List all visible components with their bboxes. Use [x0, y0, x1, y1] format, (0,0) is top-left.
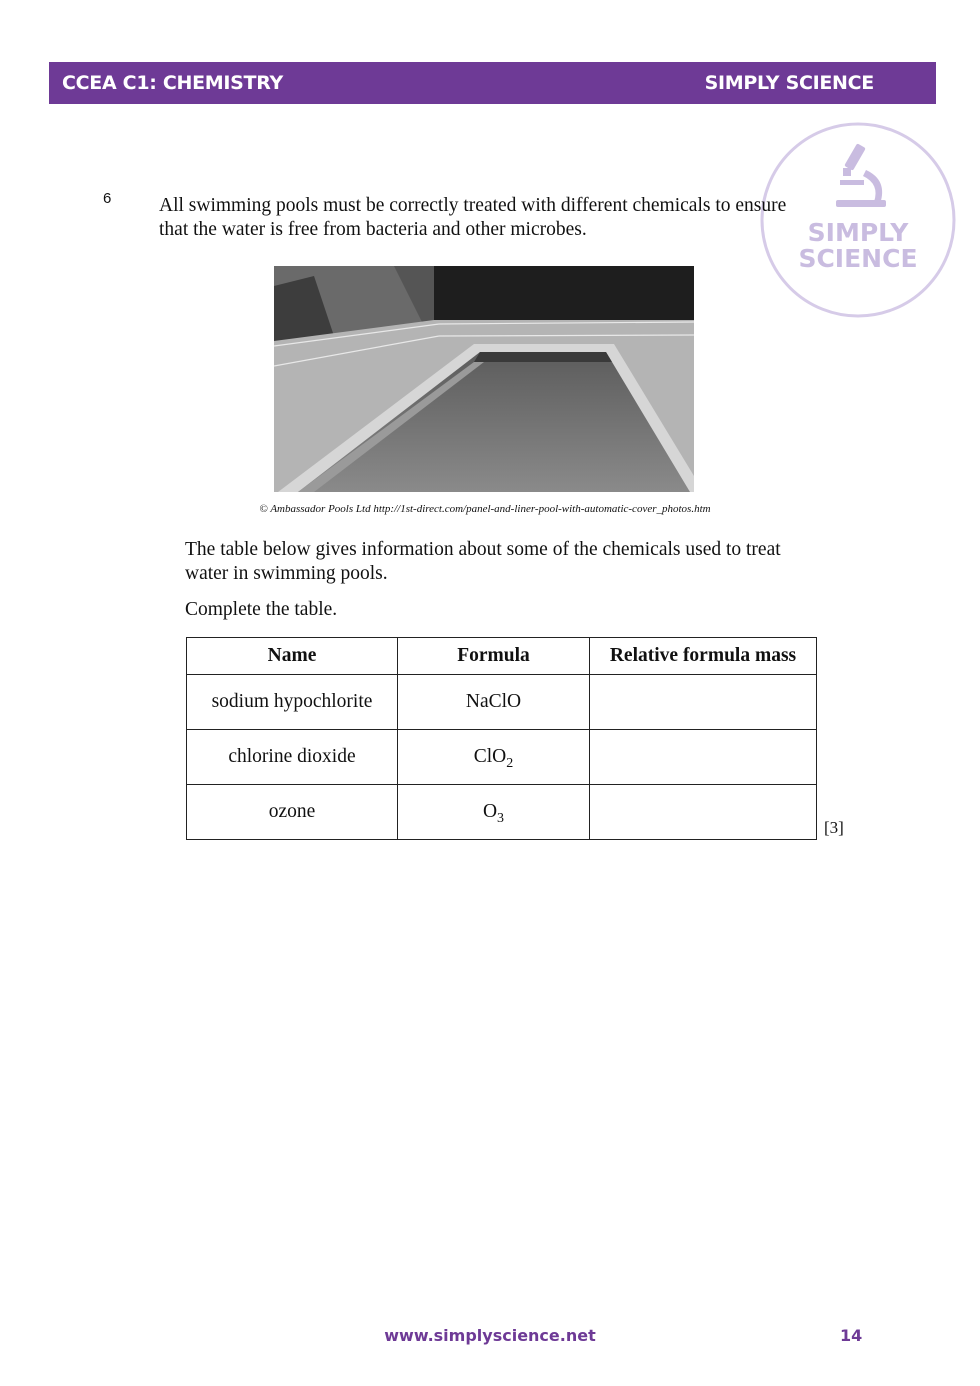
cell-formula: [398, 730, 590, 785]
microscope-icon: [836, 143, 886, 207]
header-bar: [49, 62, 936, 104]
cell-mass-answer[interactable]: [590, 730, 817, 785]
page-number: 14: [840, 1326, 863, 1345]
header-course-title: CCEA C1: CHEMISTRY: [62, 72, 283, 94]
table-intro-text: The table below gives information about some of the chemicals used to treat water in swimming pools.: [185, 539, 781, 584]
cell-name: chlorine dioxide: [187, 730, 398, 785]
cell-formula: [398, 675, 590, 730]
chemicals-table: [186, 637, 817, 840]
cell-formula: [398, 785, 590, 840]
instruction-text: Complete the table.: [185, 599, 338, 620]
formula-subscript: 3: [497, 811, 505, 826]
watermark-line2: SCIENCE: [798, 244, 918, 273]
image-credit: © Ambassador Pools Ltd http://1st-direct.com/panel-and-liner-pool-with-automatic-cover_photos.htm: [259, 503, 711, 515]
formula-text: NaClO: [465, 691, 522, 712]
table-row: [187, 675, 817, 730]
formula-subscript: 2: [506, 756, 514, 771]
header-name: Name: [187, 638, 398, 675]
table-row: [187, 785, 817, 840]
watermark-line1: SIMPLY: [807, 218, 909, 247]
table-row: [187, 730, 817, 785]
cell-name: ozone: [187, 785, 398, 840]
formula-text: O: [482, 801, 498, 822]
cell-mass-answer[interactable]: [590, 785, 817, 840]
formula-text: ClO: [473, 746, 507, 767]
marks-available: [3]: [824, 818, 844, 837]
header-relative-formula-mass: Relative formula mass: [590, 638, 817, 675]
header-brand: SIMPLY SCIENCE: [704, 72, 874, 94]
cell-name: sodium hypochlorite: [187, 675, 398, 730]
swimming-pool-photo: [274, 266, 694, 492]
question-intro: All swimming pools must be correctly treated with different chemicals to ensure that the water is free from bacteria and other microbes.: [159, 195, 787, 240]
cell-mass-answer[interactable]: [590, 675, 817, 730]
question-number: 6: [103, 190, 112, 207]
footer-url[interactable]: www.simplyscience.net: [384, 1326, 596, 1345]
header-formula: Formula: [398, 638, 590, 675]
table-header-row: [187, 638, 817, 675]
